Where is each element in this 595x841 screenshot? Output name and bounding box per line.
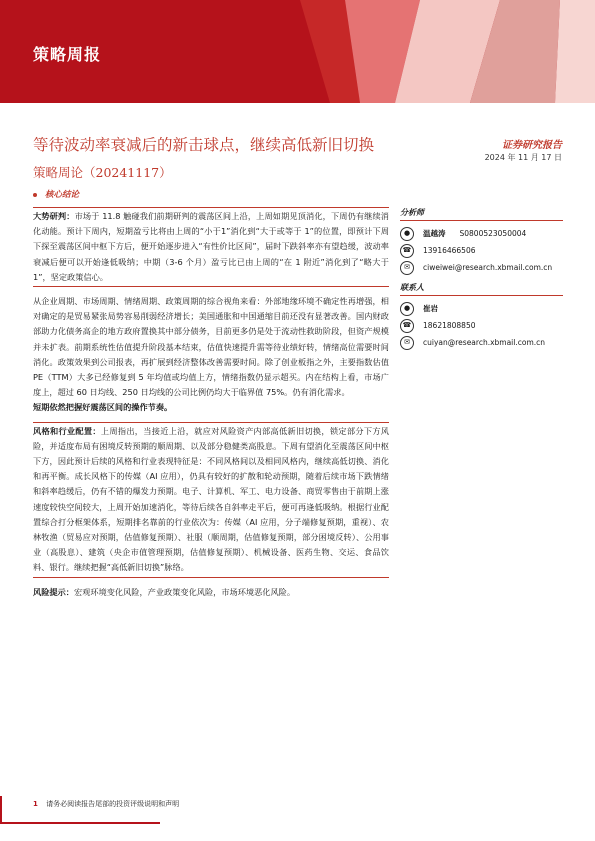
phone-icon: ☎ xyxy=(400,319,414,333)
author-sidebar xyxy=(400,207,563,357)
contact-phone: 18621808850 xyxy=(423,321,476,330)
section-heading xyxy=(33,188,79,200)
report-type: 证券研究报告 xyxy=(502,140,562,151)
footer-accent-vertical xyxy=(0,796,2,824)
report-date: 2024 年 11 月 17 日 xyxy=(484,153,562,162)
paragraph-lead: 风格和行业配置： xyxy=(33,425,101,436)
paragraph-style xyxy=(33,422,389,578)
section-heading-text: 核心结论 xyxy=(45,190,80,200)
contact-phone-row xyxy=(400,317,563,334)
banner-title: 策略周报 xyxy=(33,45,102,64)
analyst-phone: 13916466506 xyxy=(423,246,476,255)
analyst-phone-row xyxy=(400,242,563,259)
contact-heading: 联系人 xyxy=(400,282,563,296)
analyst-heading: 分析师 xyxy=(400,207,563,221)
person-icon: ● xyxy=(400,302,414,316)
main-body xyxy=(33,207,389,600)
contact-email-row xyxy=(400,334,563,351)
report-title: 等待波动率衰减后的新击球点，继续高低新旧切换 xyxy=(33,136,375,154)
paragraph-text: 上周指出，当接近上沿，就应对风险资产内部高低新旧切换，锁定部分下方风险，并适度布局有困境反转预期的顺周期、以及部分稳健类高股息。下周有望消化至震荡区间中枢下方，因此预计后续的风格和行业表现特征是：不同风格间以及相同风格内，继续高低切换、消化和再平衡。成长风格下的传媒（AI 应用），仍具有较好的扩散和轮动预期，随着后续市场下跌情绪和斜率趋缓后，仍有不错的爆发力预期。电子、计算机、军工、电力设备、商贸零售由于前期上涨速度较快空间较大，上周开始加速消化，等待后续各自斜率走平后，便可再逢低吸纳。根据行业配置综合打分框架体系，短期排名靠前的行业依次为：传媒（AI 应用，分子端修复预期，重视）、农林牧渔（贸易应对预期，估值修复预期）、社服（顺周期，估值修复预期，部分困境反转）、公用事业（高股息）、建筑（央企市值管理预期，估值修复预期）、机械设备、医药生物、交运、食品饮料、银行。继续把握“高低新旧切换”脉络。 xyxy=(33,425,389,573)
page-number: 1 xyxy=(33,800,38,808)
email-icon: ✉ xyxy=(400,336,414,350)
bullet-dot xyxy=(33,193,37,197)
paragraph-outlook xyxy=(33,207,389,287)
contact-email[interactable]: cuiyan@research.xbmail.com.cn xyxy=(423,338,546,347)
analyst-email[interactable]: ciweiwei@research.xbmail.com.cn xyxy=(423,263,553,272)
paragraph-risk xyxy=(33,585,389,600)
paragraph-rhythm xyxy=(33,400,389,415)
paragraph-text: 宏观环境变化风险，产业政策变化风险，市场环境恶化风险。 xyxy=(73,586,296,597)
paragraph-lead: 大势研判： xyxy=(33,211,75,221)
paragraph-text: 市场于 11.8 触碰我们前期研判的震荡区间上沿，上周如期见顶消化，下周仍有继续消化动能。预计下周内，短期盈亏比将由上周的“小于1”消化到“大于或等于 1”的位置，即预计下周下探至震荡区间中枢下方后，便开始逐步进入“有性价比区间”，届时下跌斜率亦有望趋缓，波动率衰减后便可以开始逢低吸纳；中期（3-6 个月）盈亏比已由上周的“在 1 附近”消化到了“略大于 1”，坚定政策信心。 xyxy=(33,211,389,282)
analyst-email-row xyxy=(400,259,563,276)
header-banner xyxy=(0,0,595,103)
banner-shape-5 xyxy=(555,0,595,103)
person-icon: ● xyxy=(400,227,414,241)
footer-accent-line xyxy=(0,822,160,824)
paragraph-text: 从企业周期、市场周期、情绪周期、政策周期的综合视角来看：外部地缘环境不确定性再增强，相对确定的是贸易紧张局势容易削弱经济增长；美国通胀和中国通缩目前还没有显著改善。国内财政部助力化债务高企的地方政府置换其中部分债务，目前更多仍是处于流动性救助阶段，但资产规模并未扩表。前期系统性估值提升阶段基本结束，估值快速提升需等待业绩好转，情绪高位需要时间消化。政策效果到公司报表，再扩展到经济整体改善需要时间。除了创业板指之外，主要指数估值 PE（TTM）大多已经修复到 5 年均值或均值上方，情绪指数仍显示超买。内在结构上看，市场广度上，超过 60 日均线、250 日均线的公司比例仍均大于临界值 75%。仍有消化需求。 xyxy=(33,296,389,398)
paragraph-lead: 风险提示： xyxy=(33,586,74,597)
report-subtitle: 策略周论（20241117） xyxy=(33,165,172,180)
email-icon: ✉ xyxy=(400,261,414,275)
analyst-name: 温越涛 xyxy=(423,229,446,238)
page-footer xyxy=(33,799,179,809)
phone-icon: ☎ xyxy=(400,244,414,258)
analyst-name-row xyxy=(400,225,563,242)
contact-name: 崔岩 xyxy=(423,304,438,313)
contact-block xyxy=(400,282,563,351)
paragraph-lead: 短期依然把握好震荡区间的操作节奏。 xyxy=(33,402,173,413)
analyst-license: S0800523050004 xyxy=(459,229,527,238)
footer-disclaimer: 请务必阅读报告尾部的投资评级说明和声明 xyxy=(46,800,180,808)
contact-name-row xyxy=(400,300,563,317)
paragraph-cycles xyxy=(33,294,389,400)
analyst-block xyxy=(400,207,563,276)
